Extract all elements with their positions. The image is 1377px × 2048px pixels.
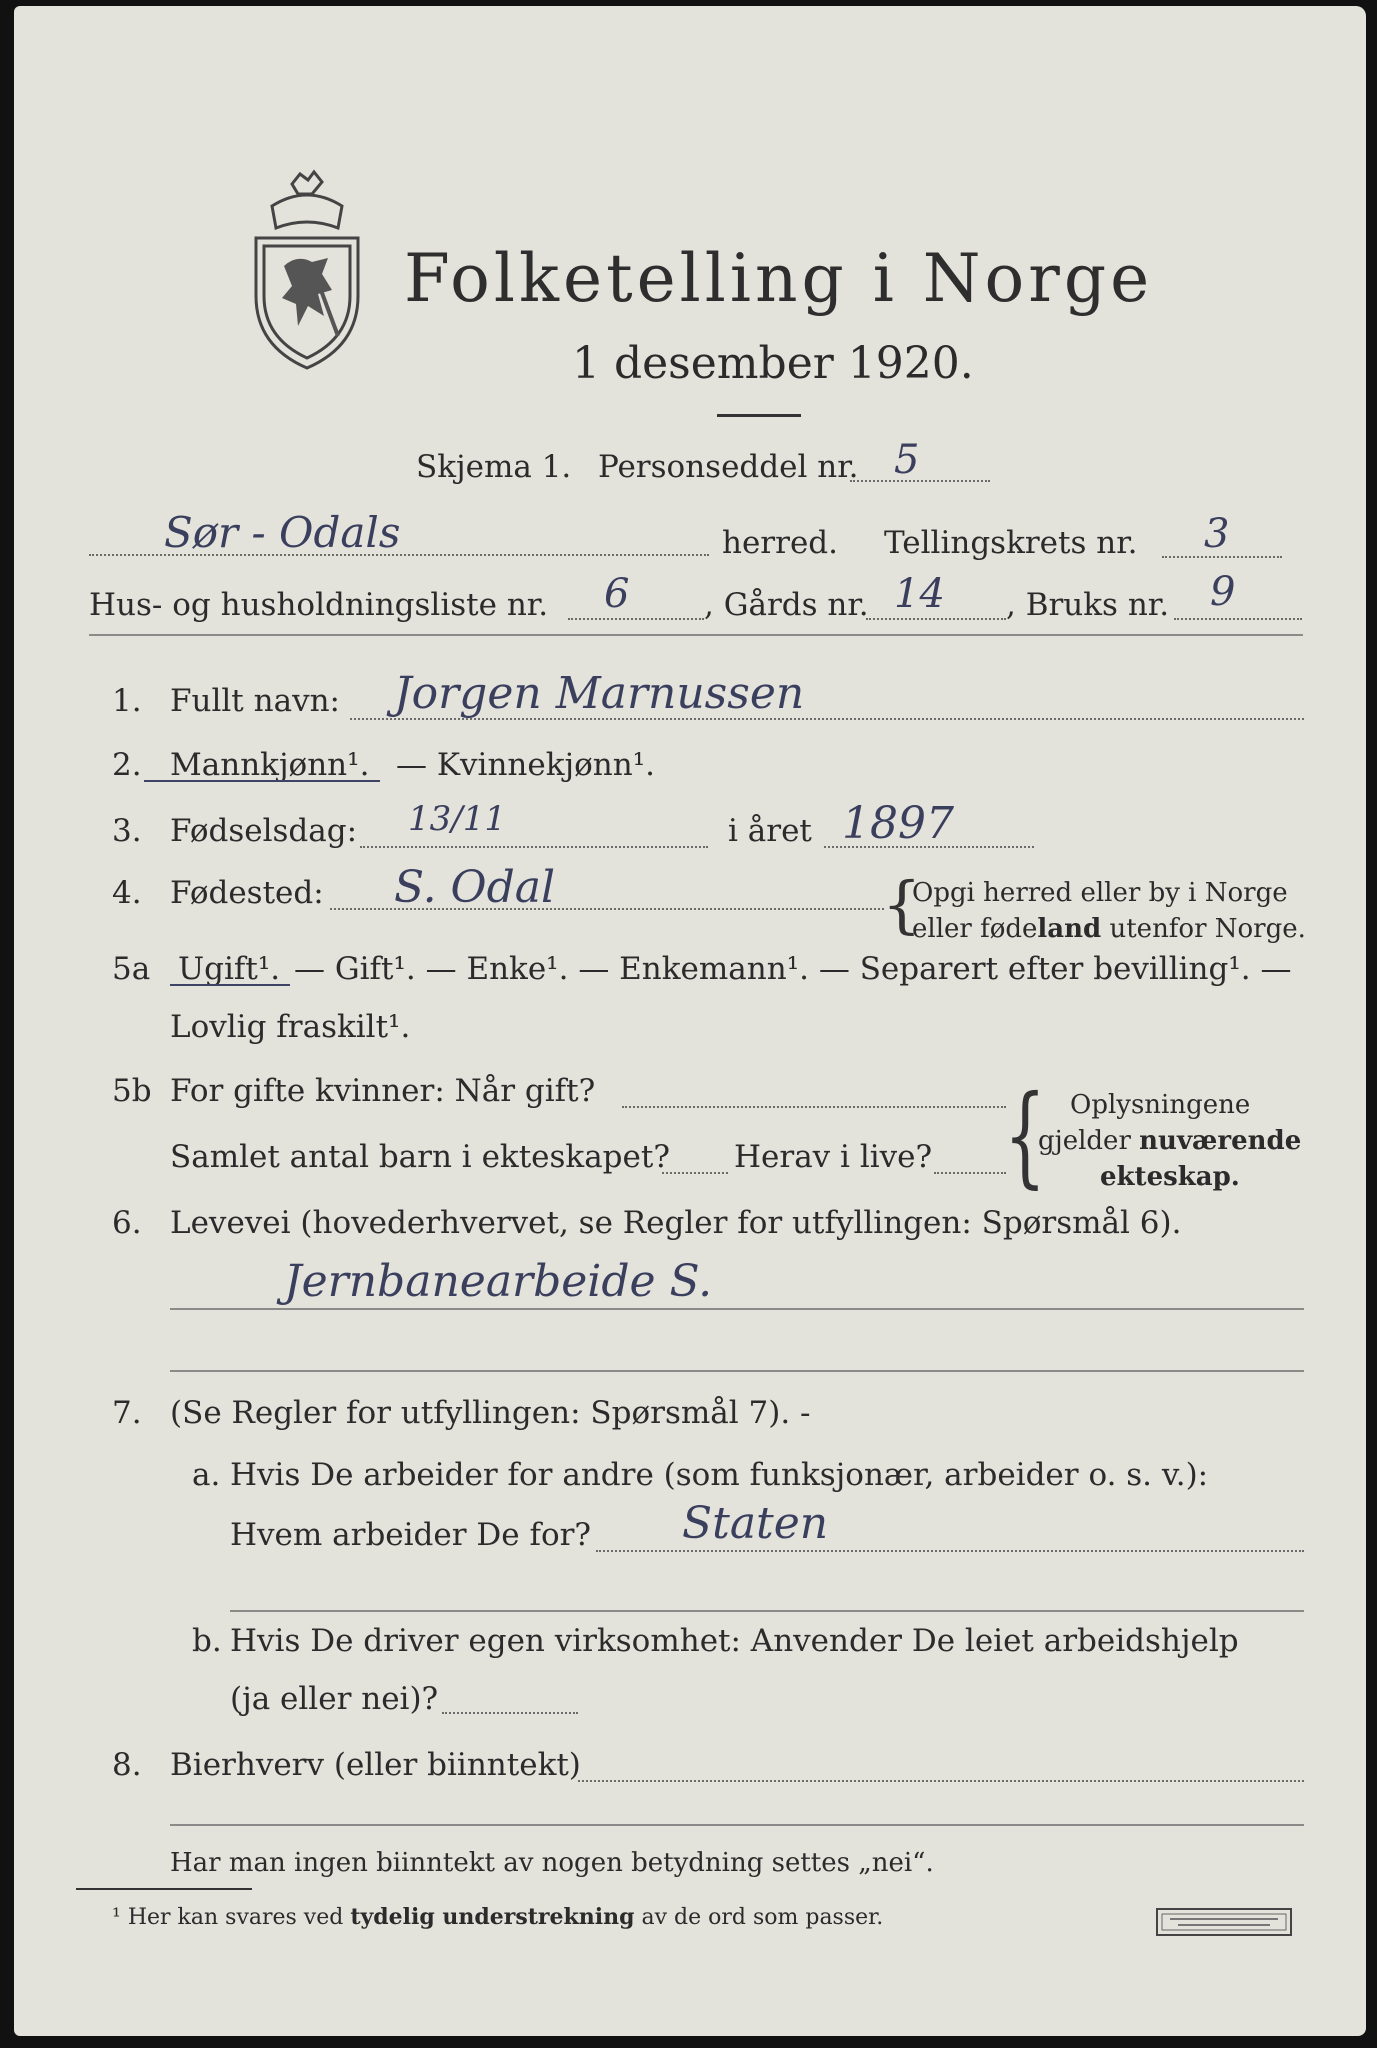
q6-field-line-1 bbox=[170, 1308, 1304, 1310]
personseddel-value: 5 bbox=[894, 437, 920, 483]
schema-label: Skjema 1. bbox=[416, 449, 572, 485]
q5b-note-line2: gjelder nuværende bbox=[1038, 1126, 1302, 1156]
census-date: 1 desember 1920. bbox=[572, 338, 974, 389]
q7b-answer-field-line bbox=[442, 1712, 578, 1714]
q6-label: Levevei (hovederhvervet, se Regler for utfyllingen: Spørsmål 6). bbox=[170, 1205, 1182, 1241]
q5a-ugift-underline bbox=[170, 984, 290, 986]
q1-number: 1. bbox=[112, 683, 142, 719]
q7a-employer: Staten bbox=[682, 1498, 829, 1549]
q5b-children-alive: Herav i live? bbox=[734, 1139, 933, 1175]
tellingskrets-value: 3 bbox=[1204, 511, 1230, 557]
bruks-label: , Bruks nr. bbox=[1006, 587, 1170, 623]
gards-label: , Gårds nr. bbox=[704, 587, 869, 623]
q1-label: Fullt navn: bbox=[170, 683, 340, 719]
herred-value: Sør - Odals bbox=[164, 508, 401, 557]
q6-number: 6. bbox=[112, 1205, 142, 1241]
q5b-number: 5b bbox=[112, 1073, 152, 1109]
tellingskrets-label: Tellingskrets nr. bbox=[884, 525, 1138, 561]
form-title: Folketelling i Norge bbox=[404, 240, 1154, 317]
q3-label: Fødselsdag: bbox=[170, 813, 358, 849]
q4-note-line1: Opgi herred eller by i Norge bbox=[912, 878, 1288, 908]
nei-note: Har man ingen biinntekt av nogen betydning settes „nei“. bbox=[170, 1848, 934, 1878]
q8-label: Bierhverv (eller biinntekt) bbox=[170, 1747, 581, 1783]
q1-full-name: Jorgen Marnussen bbox=[394, 668, 805, 719]
q4-label: Fødested: bbox=[170, 875, 324, 911]
q7b-letter: b. bbox=[192, 1623, 222, 1659]
bruks-field-line bbox=[1174, 618, 1302, 620]
q5b-note-line3: ekteskap. bbox=[1100, 1162, 1240, 1192]
q6-field-line-2 bbox=[170, 1370, 1304, 1372]
printer-stamp-icon bbox=[1154, 1906, 1294, 1940]
q7a-field-line-2 bbox=[230, 1610, 1304, 1612]
footnote: ¹ Her kan svares ved tydelig understrekning av de ord som passer. bbox=[112, 1904, 884, 1930]
q8-number: 8. bbox=[112, 1747, 142, 1783]
q2-male-option: Mannkjønn¹. bbox=[170, 747, 370, 783]
q5a-other-options: — Gift¹. — Enke¹. — Enkemann¹. — Separert efter bevilling¹. — bbox=[294, 951, 1292, 987]
q5b-married-when: For gifte kvinner: Når gift? bbox=[170, 1073, 596, 1109]
q7a-question: Hvis De arbeider for andre (som funksjonær, arbeider o. s. v.): bbox=[230, 1457, 1209, 1493]
q3-birth-year: 1897 bbox=[842, 798, 954, 849]
q3-number: 3. bbox=[112, 813, 142, 849]
q7b-answer-label: (ja eller nei)? bbox=[230, 1681, 439, 1717]
title-divider bbox=[717, 414, 801, 417]
personseddel-label: Personseddel nr. bbox=[598, 449, 859, 485]
q5b-married-field-line bbox=[622, 1106, 1006, 1108]
personseddel-field-line bbox=[850, 480, 990, 482]
q2-number: 2. bbox=[112, 747, 142, 783]
gards-field-line bbox=[866, 618, 1006, 620]
q5b-children-total: Samlet antal barn i ekteskapet? bbox=[170, 1139, 670, 1175]
q3-birthday: 13/11 bbox=[408, 799, 506, 839]
q4-note-brace: { bbox=[882, 868, 922, 941]
bruks-value: 9 bbox=[1210, 569, 1236, 615]
q5b-note-line1: Oplysningene bbox=[1070, 1090, 1251, 1120]
q4-note-line2: eller fødeland utenfor Norge. bbox=[912, 914, 1306, 944]
q5b-alive-field-line bbox=[934, 1172, 1006, 1174]
q7-number: 7. bbox=[112, 1395, 142, 1431]
gards-value: 14 bbox=[894, 571, 945, 617]
hus-value: 6 bbox=[604, 571, 630, 617]
herred-label: herred. bbox=[722, 525, 838, 561]
q6-occupation: Jernbanearbeide S. bbox=[284, 1256, 713, 1307]
q3-field-line bbox=[360, 846, 708, 848]
q2-male-underline bbox=[144, 780, 380, 782]
q7a-employer-label: Hvem arbeider De for? bbox=[230, 1517, 592, 1553]
q7b-question: Hvis De driver egen virksomhet: Anvender De leiet arbeidshjelp bbox=[230, 1623, 1239, 1659]
hus-field-line bbox=[568, 618, 704, 620]
q4-number: 4. bbox=[112, 875, 142, 911]
q5a-fraskilt-option: Lovlig fraskilt¹. bbox=[170, 1009, 411, 1045]
header-divider bbox=[89, 634, 1303, 636]
hus-label: Hus- og husholdningsliste nr. bbox=[89, 587, 549, 623]
q5b-note-brace: { bbox=[1004, 1071, 1046, 1199]
q4-birthplace: S. Odal bbox=[394, 862, 556, 913]
q2-female-option: — Kvinnekjønn¹. bbox=[396, 747, 655, 783]
coat-of-arms-icon bbox=[242, 166, 372, 376]
census-form-sheet bbox=[14, 6, 1366, 2036]
q7a-letter: a. bbox=[192, 1457, 221, 1493]
q5a-ugift-option: Ugift¹. bbox=[178, 951, 281, 987]
q5b-children-field-line bbox=[662, 1172, 728, 1174]
q7a-employer-field-line bbox=[596, 1550, 1304, 1552]
q8-field-line bbox=[578, 1780, 1304, 1782]
q3-year-label: i året bbox=[728, 813, 812, 849]
q8-field-line-2 bbox=[170, 1824, 1304, 1826]
q5a-number: 5a bbox=[112, 951, 151, 987]
footnote-divider bbox=[76, 1888, 252, 1890]
q7-label: (Se Regler for utfyllingen: Spørsmål 7). - bbox=[170, 1395, 811, 1431]
